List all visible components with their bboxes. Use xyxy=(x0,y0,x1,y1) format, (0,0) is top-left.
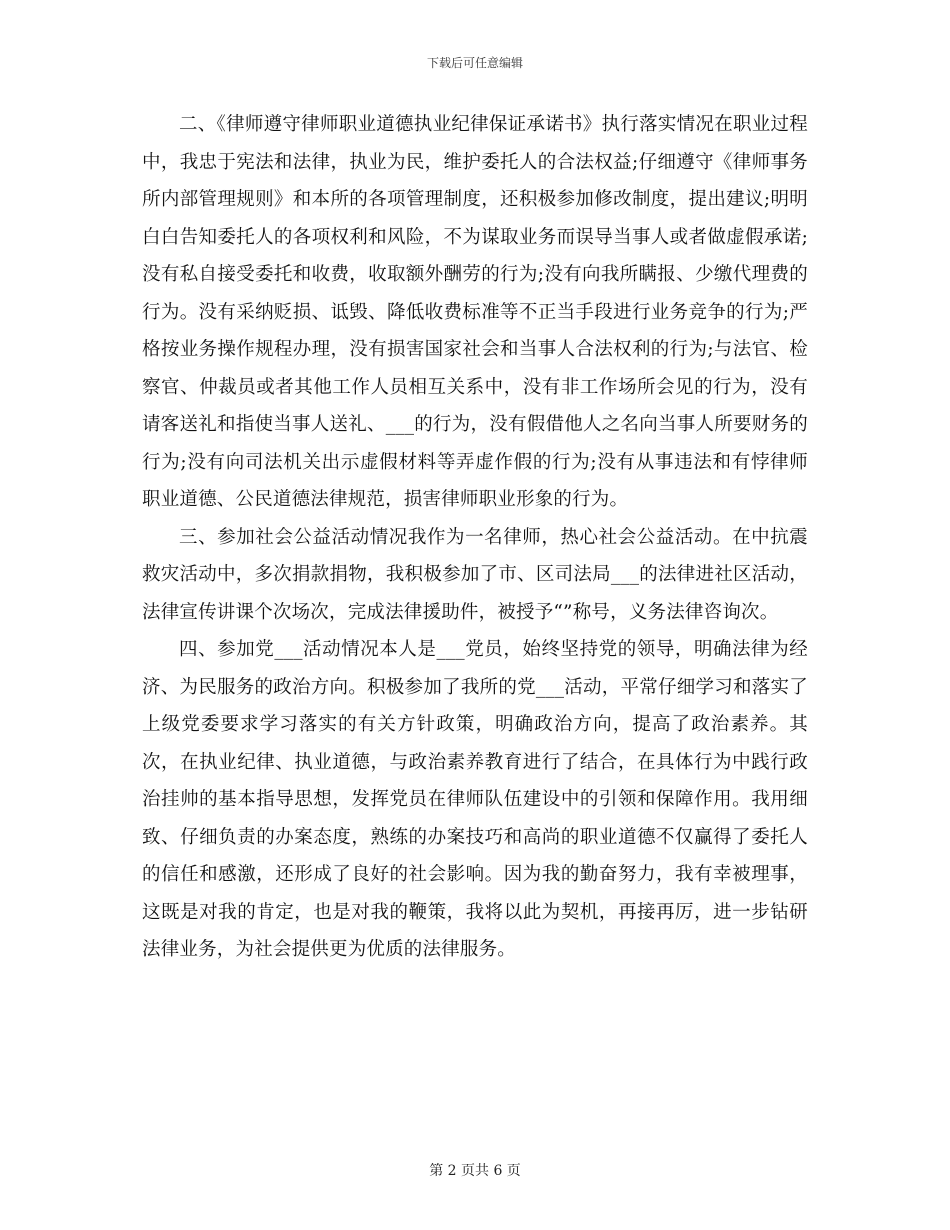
page-header: 下载后可任意编辑 xyxy=(426,56,523,70)
paragraph-section-2: 二、《律师遵守律师职业道德执业纪律保证承诺书》执行落实情况在职业过程中，我忠于宪法和法律，执业为民，维护委托人的合法权益;仔细遵守《律师事务所内部管理规则》和本所的各项管理制度，还积极参加修改制度，提出建议;明明白白告知委托人的各项权利和风险，不为谋取业务而误导当事人或者做虚假承诺;没有私自接受委托和收费，收取额外酬劳的行为;没有向我所瞒报、少缴代理费的行为。没有采纳贬损、诋毁、降低收费标准等不正当手段进行业务竞争的行为;严格按业务操作规程办理，没有损害国家社会和当事人合法权利的行为;与法官、检察官、仲裁员或者其他工作人员相互关系中，没有非工作场所会见的行为，没有请客送礼和指使当事人送礼、___的行为，没有假借他人之名向当事人所要财务的行为;没有向司法机关出示虚假材料等弄虚作假的行为;没有从事违法和有悖律师职业道德、公民道德法律规范，损害律师职业形象的行为。 xyxy=(142,114,808,510)
document-body xyxy=(142,106,808,969)
page-number-footer: 第 2 页共 6 页 xyxy=(429,1163,521,1179)
paragraph-section-3: 三、参加社会公益活动情况我作为一名律师，热心社会公益活动。在中抗震救灾活动中，多次捐款捐物，我积极参加了市、区司法局___的法律进社区活动，法律宣传讲课个次场次，完成法律援助件，被授予“”称号，义务法律咨询次。 xyxy=(142,526,808,623)
paragraph-section-4: 四、参加党___活动情况本人是___党员，始终坚持党的领导，明确法律为经济、为民服务的政治方向。积极参加了我所的党___活动，平常仔细学习和落实了上级党委要求学习落实的有关方针政策，明确政治方向，提高了政治素养。其次，在执业纪律、执业道德，与政治素养教育进行了结合，在具体行为中践行政治挂帅的基本指导思想，发挥党员在律师队伍建设中的引领和保障作用。我用细致、仔细负责的办案态度，熟练的办案技巧和高尚的职业道德不仅赢得了委托人的信任和感激，还形成了良好的社会影响。因为我的勤奋努力，我有幸被理事，这既是对我的肯定，也是对我的鞭策，我将以此为契机，再接再厉，进一步钻研法律业务，为社会提供更为优质的法律服务。 xyxy=(142,639,808,960)
